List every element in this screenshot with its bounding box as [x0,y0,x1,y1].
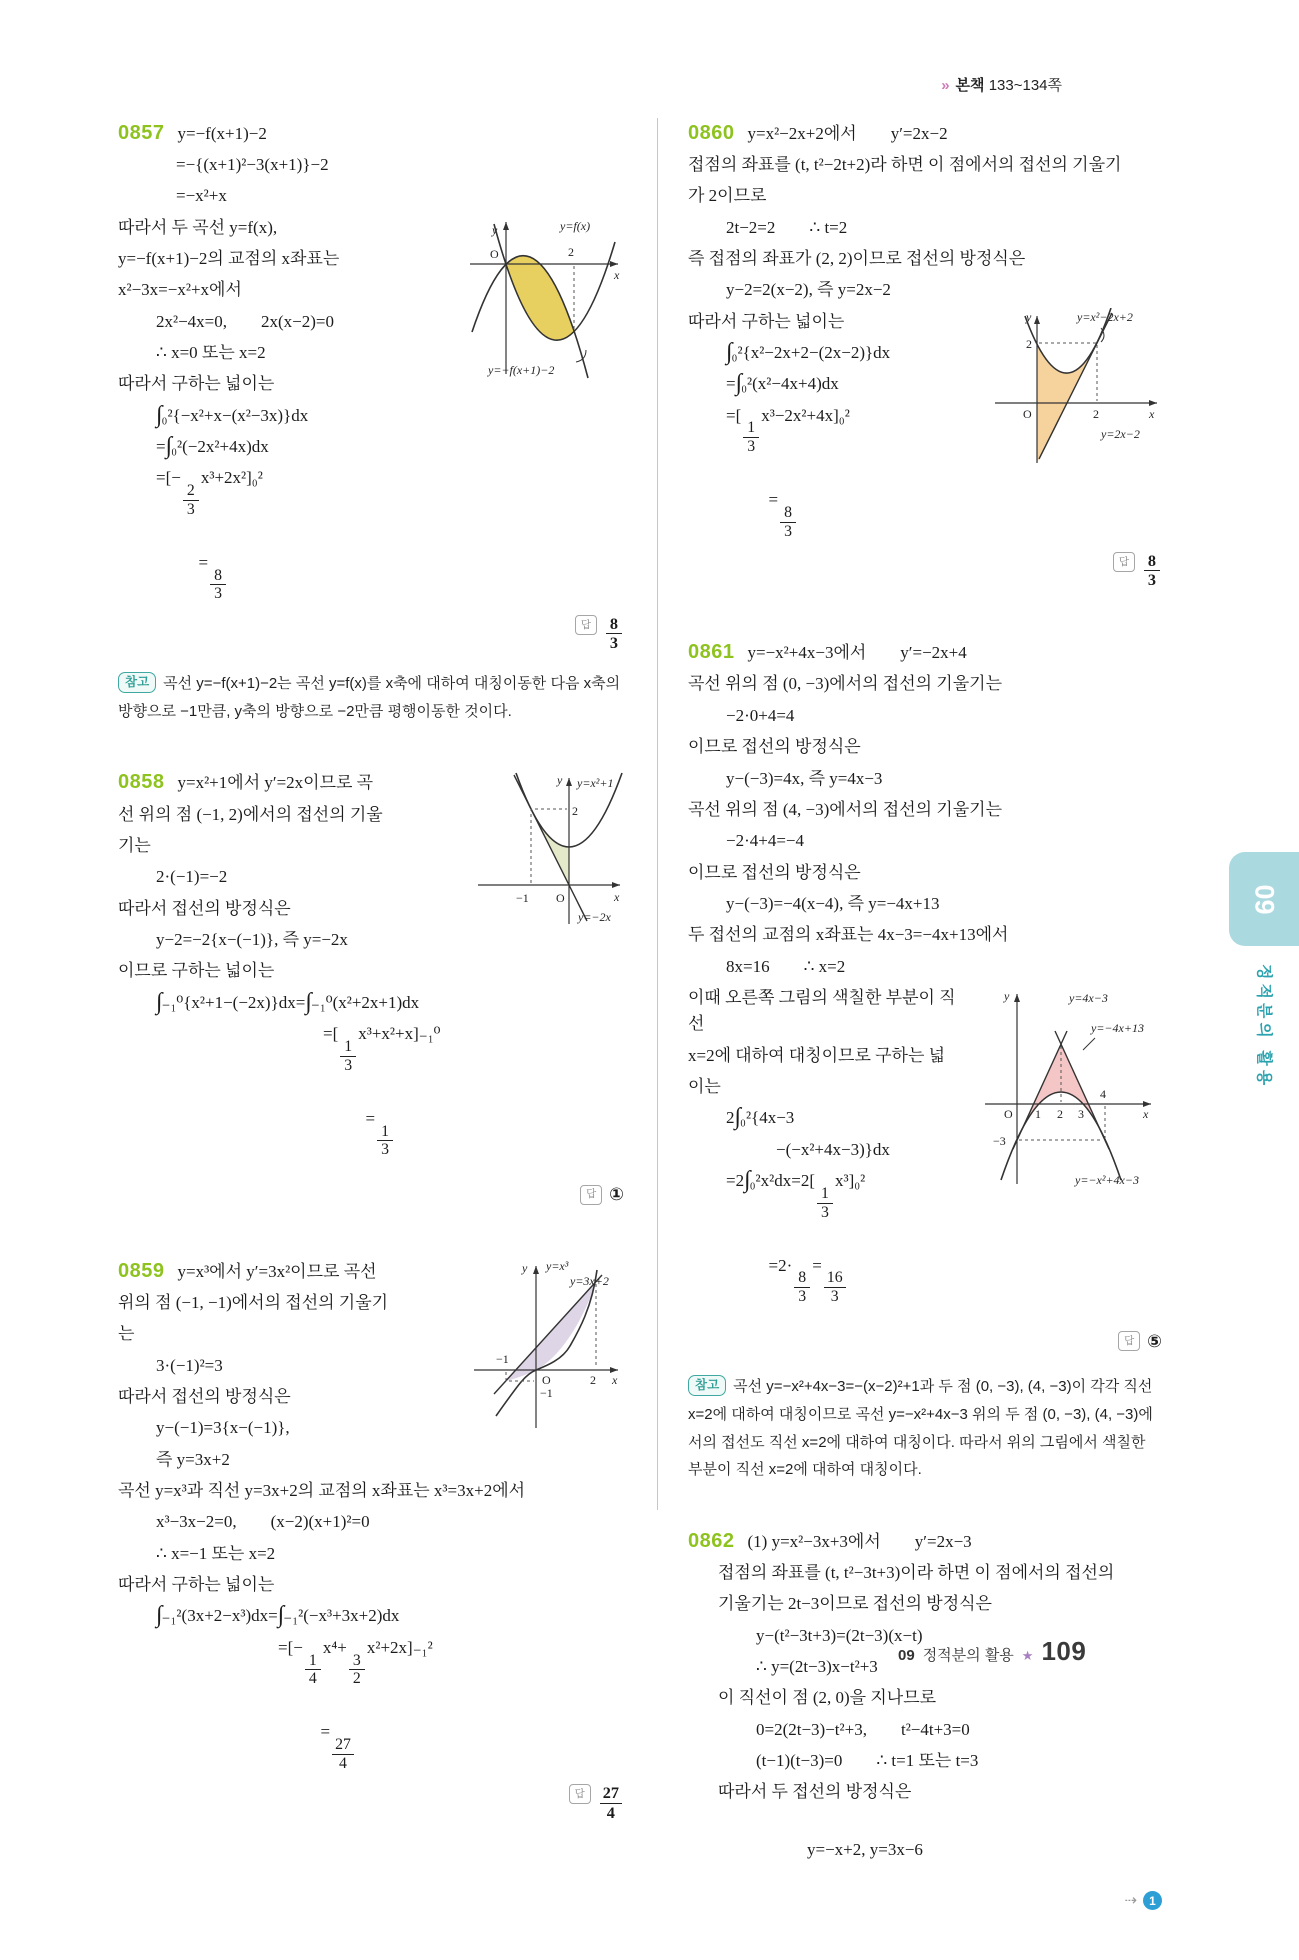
solution-line: = $\frac{8}{3}$ [769,490,799,509]
footer-chapter-number: 09 [898,1647,915,1664]
solution-line: ∴ y=(2t−3)x−t²+3 [756,1656,878,1676]
solution-line: 이때 오른쪽 그림의 색칠한 부분이 직선 [688,987,956,1034]
footer-chapter-title: 정적분의 활용 [922,1647,1014,1664]
answer-value: $\frac{8}{3}$ [1142,535,1162,590]
answer [1113,535,1162,590]
fig861-tick-1: 1 [1035,1107,1041,1122]
solution-line: y−(t²−3t+3)=(2t−3)(x−t) [756,1625,923,1645]
problem-number: 0857 [118,121,165,144]
answer [569,1767,624,1822]
solution-line: 따라서 접선의 방정식은 [118,898,291,918]
solution-line: −2·0+4=4 [726,705,795,725]
fig859-y-label: y [522,1261,528,1276]
fig859-curve-label: y=x³ [546,1259,569,1274]
fig859-line-label: y=3x+2 [570,1274,609,1289]
solution-line: −(−x²+4x−3)}dx [776,1139,890,1159]
fig857-curve2-label: y=−f(x+1)−2 [488,363,555,378]
problem-number: 0862 [688,1529,735,1552]
solution-line: =[− $\frac{2}{3}$ x³+2x²]₀² [156,468,263,518]
answer-icon: 답 [1118,1331,1140,1351]
shaded-region [506,256,574,341]
solution-line: 는 [118,1324,135,1344]
solution-line: x³−3x−2=0, (x−2)(x+1)²=0 [156,1512,370,1532]
solution-line: −2·4+4=−4 [726,831,805,851]
fig858-y-label: y [557,772,563,787]
solution-line: x²−3x=−x²+x에서 [118,280,242,300]
header-arrow-icon: » [941,77,950,94]
solution-line: 곡선 y=x³과 직선 y=3x+2의 교점의 x좌표는 x³=3x+2에서 [118,1481,526,1500]
solution-line: 따라서 두 곡선 y=f(x), [118,217,278,237]
answer-icon: 답 [575,615,597,635]
problem-0861 [688,638,1164,1484]
fig861-curve-label: y=−x²+4x−3 [1075,1173,1139,1188]
solution-line: 2t−2=2 ∴ t=2 [726,217,848,237]
answer-value: $\frac{8}{3}$ [604,598,624,653]
solution-line: 즉 접점의 좌표가 (2, 2)이므로 접선의 방정식은 [688,248,1026,268]
solution-line: y=x³에서 y′=3x²이므로 곡선 [177,1261,377,1281]
answer-icon: 답 [580,1185,602,1205]
fig861-tick-3: 3 [1078,1107,1084,1122]
solution-line: 2x²−4x=0, 2x(x−2)=0 [156,311,335,331]
fig861-tick-4: 4 [1100,1087,1106,1102]
page-footer [898,1636,1086,1667]
solution-line: x=2에 대하여 대칭이므로 구하는 넓 [688,1045,946,1065]
figure-0857 [464,214,626,384]
solution-line: y=−f(x+1)−2 [177,123,267,143]
solution-line: y=x²+1에서 y′=2x이므로 곡 [177,773,374,793]
solution-line: = $\frac{27}{4}$ [321,1722,356,1741]
fig861-line2-label: y=−4x+13 [1091,1021,1144,1036]
column-divider [657,118,658,1510]
solution-line: =−x²+x [176,186,227,206]
solution-line: 두 접선의 교점의 x좌표는 4x−3=−4x+13에서 [688,925,1009,945]
continuation-marker [1124,1889,1162,1912]
fig858-line-label: y=−2x [578,909,611,924]
solution-line: 이므로 접선의 방정식은 [688,862,861,882]
solution-line: =−{(x+1)²−3(x+1)}−2 [176,154,329,174]
solution-line: y=−f(x+1)−2의 교점의 x좌표는 [118,248,340,268]
figure-0860 [989,308,1164,473]
fig860-origin-label: O [1023,407,1032,422]
note-block [118,670,626,726]
solution-line: ∫₀²{x²−2x+2−(2x−2)}dx [726,339,891,366]
solution-line: 위의 점 (−1, −1)에서의 접선의 기울기 [118,1292,389,1312]
footer-page-number: 109 [1041,1636,1087,1666]
solution-line: 따라서 두 접선의 방정식은 [718,1782,912,1802]
chapter-tab-number: 09 [1249,883,1280,915]
solution-line: 3·(−1)²=3 [156,1355,223,1375]
answer-value: ⑤ [1147,1330,1162,1351]
fig860-tick-2y: 2 [1026,337,1032,352]
solution-line: ∫₀²{−x²+x−(x²−3x)}dx [156,401,309,428]
note-text: 곡선 y=−x²+4x−3=−(x−2)²+1과 두 점 (0, −3), (4, −3)이 각각 직선 x=2에 대하여 대칭이므로 곡선 y=−x²+4x−3 위의 두 점 (0, −3), (4, −3)에서의 접선도 직선 x=2에 대하여 대칭이다. 따라서 위의 그림에서 색칠한 부분이 직선 x=2에 대하여 대칭이다. [688,1378,1153,1479]
star-icon: ★ [1021,1648,1034,1663]
problem-number: 0860 [688,121,735,144]
solution-line: 0=2(2t−3)−t²+3, t²−4t+3=0 [756,1719,970,1739]
fig857-origin-label: O [490,247,499,262]
solution-line: 이 직선이 점 (2, 0)을 지나므로 [718,1688,937,1708]
fig859-origin-label: O [542,1373,551,1388]
problem-number: 0859 [118,1259,165,1282]
solution-line: y−(−1)=3{x−(−1)}, [156,1418,290,1438]
solution-line: =∫₀²(x²−4x+4)dx [726,370,839,397]
fig860-line-label: y=2x−2 [1101,427,1140,442]
solution-line: ∴ x=−1 또는 x=2 [156,1543,276,1563]
solution-line: 2∫₀²{4x−3 [726,1104,795,1131]
solution-line: y=x²−2x+2에서 y′=2x−2 [747,123,948,143]
fig861-origin-label: O [1004,1107,1013,1122]
solution-line: 곡선 위의 점 (0, −3)에서의 접선의 기울기는 [688,674,1002,694]
solution-line: ∫₋₁⁰{x²+1−(−2x)}dx=∫₋₁⁰(x²+2x+1)dx [156,988,420,1015]
solution-line: =2· $\frac{8}{3}$ = $\frac{16}{3}$ [769,1256,848,1275]
solution-line: 이므로 접선의 방정식은 [688,737,861,757]
problem-0857 [118,118,626,726]
note-text: 곡선 y=−f(x+1)−2는 곡선 y=f(x)를 x축에 대하여 대칭이동한 다음 x축의 방향으로 −1만큼, y축의 방향으로 −2만큼 평행이동한 것이다. [118,675,621,721]
fig859-tick-2: 2 [590,1373,596,1388]
solution-line: 선 위의 점 (−1, 2)에서의 접선의 기울 [118,804,383,824]
figure-0859 [466,1258,626,1438]
fig861-tick-2: 2 [1057,1107,1063,1122]
continuation-badge: 1 [1143,1891,1162,1910]
solution-line: y=−x+2, y=3x−6 [807,1839,923,1859]
note-badge: 참고 [688,1375,726,1396]
fig860-y-label: y [1026,310,1032,325]
solution-line: ∴ x=0 또는 x=2 [156,342,266,362]
solution-line: 즉 y=3x+2 [156,1449,230,1469]
fig860-x-label: x [1149,407,1155,422]
fig858-tick-2: 2 [572,803,578,818]
fig858-curve-label: y=x²+1 [577,775,614,790]
fig860-curve-label: y=x²−2x+2 [1077,310,1133,325]
solution-line: y−(−3)=4x, 즉 y=4x−3 [726,768,883,788]
fig858-x-label: x [614,889,620,904]
solution-line: y−2=−2{x−(−1)}, 즉 y=−2x [156,930,348,950]
problem-0859 [118,1256,626,1828]
answer [580,1181,624,1208]
answer-icon: 답 [1113,552,1135,572]
answer-value: ① [609,1183,624,1204]
fig861-tick-minus3: −3 [993,1134,1006,1149]
solution-line: 따라서 구하는 넓이는 [118,1575,275,1595]
right-column [688,118,1164,1960]
solution-line: 2·(−1)=−2 [156,867,228,887]
solution-line: 가 2이므로 [688,186,767,206]
solution-line: (1) y=x²−3x+3에서 y′=2x−3 [747,1531,972,1551]
fig857-y-label: y [492,223,498,238]
solution-line: =[ $\frac{1}{3}$ x³−2x²+4x]₀² [726,405,850,456]
solution-line: =∫₀²(−2x²+4x)dx [156,433,269,460]
solution-line: ∫₋₁²(3x+2−x³)dx=∫₋₁²(−x³+3x+2)dx [156,1602,400,1629]
solution-line: y−(−3)=−4(x−4), 즉 y=−4x+13 [726,893,940,913]
fig857-x-label: x [614,268,620,283]
solution-line: =[− $\frac{1}{4}$ x⁴+ $\frac{3}{2}$ x²+2x]₋₁² [278,1637,433,1688]
fig861-x-label: x [1143,1107,1149,1122]
solution-line: 이는 [688,1076,721,1096]
figure-0858 [474,770,626,933]
header-page-range: 133~134쪽 [988,77,1062,94]
figure-0861 [979,984,1164,1194]
fig857-tick-2: 2 [568,245,574,260]
fig857-curve1-label: y=f(x) [560,219,591,234]
page-header [941,74,1062,95]
solution-line: = $\frac{8}{3}$ [199,553,229,572]
solution-line: =2∫₀²x²dx=2[ $\frac{1}{3}$ x³]₀² [726,1167,866,1221]
problem-0860 [688,118,1164,596]
answer [575,598,624,653]
label-pointer [1083,1038,1095,1050]
solution-line: 곡선 위의 점 (4, −3)에서의 접선의 기울기는 [688,799,1002,819]
fig859-tick-minus1: −1 [496,1352,509,1367]
solution-line: 기는 [118,836,151,855]
chapter-side-label: 정적분의 활용 [1255,964,1272,1090]
left-column [118,118,626,1960]
solution-line: 따라서 구하는 넓이는 [688,311,845,331]
fig860-tick-2x: 2 [1093,407,1099,422]
problem-number: 0858 [118,771,165,794]
header-book-label: 본책 [955,77,985,94]
fig859-tick-minus1-bot: −1 [540,1386,553,1401]
solution-line: 접점의 좌표를 (t, t²−2t+2)라 하면 이 점에서의 접선의 기울기 [688,154,1122,174]
solution-line: =[ $\frac{1}{3}$ x³+x²+x]₋₁⁰ [323,1024,441,1074]
note-block [688,1373,1164,1484]
chapter-side-tab[interactable] [1229,852,1299,946]
dashed-arrow-icon: ⇢ [1124,1891,1137,1910]
solution-line: 8x=16 ∴ x=2 [726,956,846,976]
answer [1118,1328,1162,1355]
solution-line: 기울기는 2t−3이므로 접선의 방정식은 [718,1594,992,1614]
solution-line: = $\frac{1}{3}$ [366,1109,396,1128]
fig861-y-label: y [1004,989,1010,1004]
answer-value: $\frac{27}{4}$ [598,1767,624,1822]
solution-line: 접점의 좌표를 (t, t²−3t+3)이라 하면 이 점에서의 접선의 [718,1562,1115,1582]
solution-line: (t−1)(t−3)=0 ∴ t=1 또는 t=3 [756,1750,979,1770]
note-badge: 참고 [118,672,156,693]
solution-line: y−2=2(x−2), 즉 y=2x−2 [726,280,891,300]
problem-0862 [688,1526,1164,1918]
answer-icon: 답 [569,1784,591,1804]
fig858-tick-minus1: −1 [516,890,529,905]
solution-line: 따라서 접선의 방정식은 [118,1386,291,1406]
fig858-origin-label: O [556,890,565,905]
fig861-line1-label: y=4x−3 [1069,991,1108,1006]
problem-number: 0861 [688,641,735,664]
problem-0858 [118,768,626,1214]
solution-line: 이므로 구하는 넓이는 [118,961,275,981]
fig859-x-label: x [612,1373,618,1388]
solution-line: y=−x²+4x−3에서 y′=−2x+4 [747,643,967,663]
solution-line: 따라서 구하는 넓이는 [118,374,275,394]
